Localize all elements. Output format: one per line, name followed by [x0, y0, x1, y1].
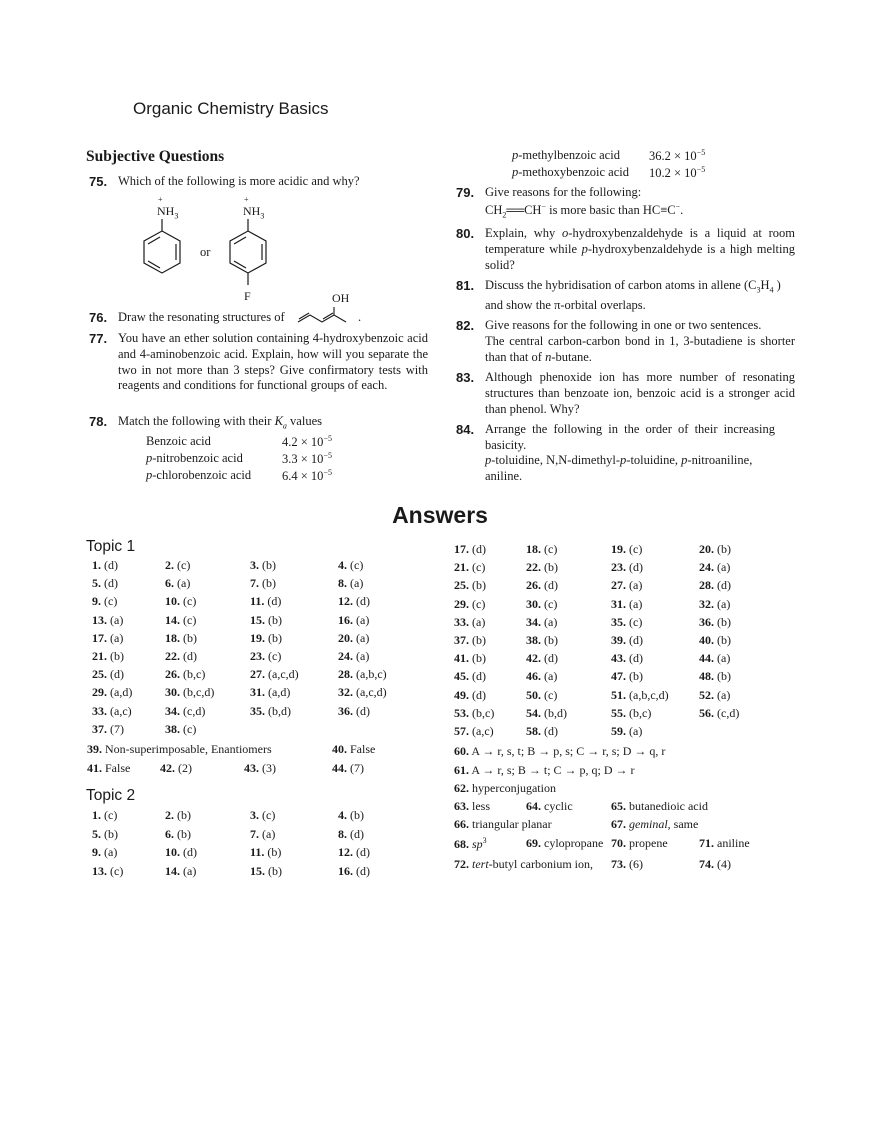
answer-item: 36. (d): [338, 703, 370, 718]
question-text: Explain, why o-hydroxybenzaldehyde is a liquid at room temperature while p-hydroxybenzaldehyde is a high melting solid?: [485, 226, 795, 272]
answer-item: 44. (7): [332, 761, 364, 775]
oh-label: OH: [332, 291, 350, 305]
answer-item: 27. (a): [611, 578, 643, 593]
answer-item: 13. (a): [92, 612, 124, 627]
answer-item: 9. (c): [92, 594, 118, 609]
ka-row: p-methylbenzoic acid: [512, 148, 620, 162]
question-number: 75.: [89, 174, 108, 189]
nh3-label-right: $NH_3$: [243, 204, 265, 221]
question-text: Give reasons for the following:: [485, 185, 642, 199]
answer-item: 2. (c): [165, 558, 191, 572]
answer-item: 43. (d): [611, 651, 643, 666]
question-number: 78.: [89, 414, 108, 429]
answer-item: 30. (c): [526, 596, 558, 611]
answer-item: 58. (d): [526, 724, 558, 738]
answer-item: 48. (b): [699, 669, 731, 684]
answer-item: 37. (7): [92, 721, 124, 736]
answer-item: 2. (b): [165, 808, 191, 822]
answer-item: 23. (d): [611, 560, 643, 575]
answer-item: 4. (c): [338, 558, 364, 572]
answer-item: 25. (d): [92, 667, 124, 682]
answer-item: 46. (a): [526, 669, 558, 684]
answer-item: 21. (c): [454, 560, 486, 575]
benzene-ring-right: [230, 219, 266, 285]
page-header: Organic Chemistry Basics: [133, 99, 329, 118]
answer-item: 3. (b): [250, 558, 276, 572]
question-text: and show the π-orbital overlaps.: [485, 298, 646, 312]
ka-row: p-nitrobenzoic acid: [146, 451, 243, 465]
answer-item: 28. (d): [699, 578, 731, 593]
answer-item: 66. triangular planar: [454, 817, 552, 831]
answer-item: 39. (d): [611, 633, 643, 647]
answer-item: 69. cylopropane: [526, 836, 604, 850]
ka-value: $36.2 \times 10^{-5}$: [649, 148, 706, 164]
answer-item: 41. (b): [454, 651, 486, 666]
answer-item: 64. cyclic: [526, 799, 573, 813]
question-number: 80.: [456, 226, 475, 241]
nh3-label-left: $NH_3$: [157, 204, 179, 221]
answer-item: 59. (a): [611, 724, 643, 738]
answer-item: 9. (a): [92, 845, 118, 860]
answer-item: 40. (b): [699, 633, 731, 647]
answer-item: 42. (2): [160, 761, 192, 775]
answer-item: 6. (b): [165, 826, 191, 841]
question-text: You have an ether solution containing 4-hydroxybenzoic acid and 4-aminobenzoic acid. Explain, how will you separate the two in not more than 3 steps? Give confirmatory tests with reagents and conditions for functional groups of each.: [118, 331, 428, 393]
answer-item: 41. False: [87, 761, 131, 775]
answer-item: 74. (4): [699, 857, 731, 871]
answer-item: 38. (c): [165, 721, 197, 736]
answer-item: 60. A → r, s, t; B → p, s; C → r, s; D → q, r: [454, 744, 666, 758]
question-text: Although phenoxide ion has more number of resonating structures than benzoate ion, benzoic acid is a stronger acid than phenol. Why?: [485, 370, 795, 416]
answer-item: 20. (a): [338, 630, 370, 645]
answer-item: 34. (a): [526, 614, 558, 629]
ka-row: Benzoic acid: [146, 434, 211, 448]
answer-item: 24. (a): [338, 649, 370, 663]
answer-item: 68. $sp^3$: [454, 836, 487, 851]
question-number: 77.: [89, 331, 108, 346]
answer-item: 32. (a): [699, 596, 731, 611]
answer-item: 31. (a,d): [250, 685, 291, 700]
ka-row: p-chlorobenzoic acid: [146, 468, 252, 482]
answer-item: 6. (a): [165, 576, 191, 591]
answer-item: 15. (b): [250, 612, 282, 627]
answer-item: 19. (c): [611, 542, 643, 556]
answer-item: 5. (d): [92, 576, 118, 591]
answer-item: 8. (d): [338, 826, 364, 841]
answer-item: 32. (a,c,d): [338, 685, 387, 700]
question-text: Arrange the following in the order of their increasing basicity.: [485, 422, 775, 452]
answer-item: 61. A → r, s; B → t; C → p, q; D → r: [454, 763, 635, 777]
answer-item: 10. (c): [165, 594, 197, 609]
answer-item: 25. (b): [454, 578, 486, 593]
ka-value: $3.3 \times 10^{-5}$: [282, 451, 332, 467]
answer-item: 49. (d): [454, 687, 486, 702]
answer-item: 33. (a,c): [92, 703, 132, 718]
answer-item: 20. (b): [699, 542, 731, 556]
ka-value: $4.2 \times 10^{-5}$: [282, 434, 332, 450]
plus-charge: +: [158, 195, 163, 204]
topic-2-label: Topic 2: [86, 787, 136, 804]
answer-item: 38. (b): [526, 633, 558, 647]
answer-item: 43. (3): [244, 761, 276, 775]
answer-item: 21. (b): [92, 649, 124, 663]
answer-item: 16. (a): [338, 612, 370, 627]
answer-item: 73. (6): [611, 857, 643, 871]
answer-item: 57. (a,c): [454, 724, 494, 738]
period: .: [358, 310, 362, 324]
answer-item: 1. (d): [92, 558, 118, 572]
answer-item: 26. (b,c): [165, 667, 206, 682]
answer-item: 4. (b): [338, 808, 364, 822]
answer-item: 72. tert-butyl carbonium ion,: [454, 857, 593, 871]
question-text: Give reasons for the following in one or two sentences.: [485, 318, 762, 332]
answer-item: 65. butanedioic acid: [611, 799, 708, 813]
answer-item: 53. (b,c): [454, 705, 495, 720]
question-text: The central carbon-carbon bond in 1, 3-butadiene is shorter than that of n-butane.: [485, 334, 795, 364]
question-text: Discuss the hybridisation of carbon atoms in allene ($C_3H_4$ ): [485, 278, 781, 295]
answer-item: 36. (b): [699, 614, 731, 629]
answer-item: 19. (b): [250, 630, 282, 645]
answer-item: 11. (b): [250, 845, 282, 860]
answer-item: 30. (b,c,d): [165, 685, 215, 700]
answer-item: 26. (d): [526, 578, 558, 593]
ka-row: p-methoxybenzoic acid: [512, 165, 629, 179]
answer-item: 31. (a): [611, 596, 643, 611]
answer-item: 3. (c): [250, 808, 276, 822]
answer-item: 63. less: [454, 799, 490, 813]
answer-item: 47. (b): [611, 669, 643, 684]
answer-item: 28. (a,b,c): [338, 667, 387, 682]
answer-item: 24. (a): [699, 560, 731, 575]
answer-item: 12. (d): [338, 594, 370, 609]
question-number: 83.: [456, 370, 475, 385]
answer-item: 50. (c): [526, 687, 558, 702]
answer-item: 22. (b): [526, 560, 558, 575]
answer-item: 29. (c): [454, 596, 486, 611]
answer-item: 35. (c): [611, 614, 643, 629]
answer-item: 13. (c): [92, 864, 124, 879]
answer-item: 7. (a): [250, 826, 276, 841]
answer-item: 42. (d): [526, 651, 558, 666]
answer-item: 23. (c): [250, 649, 282, 663]
ka-value: $6.4 \times 10^{-5}$: [282, 468, 332, 484]
question-text: Match the following with their $K_a$ values: [118, 414, 322, 431]
question-text: p-toluidine, N,N-dimethyl-p-toluidine, p-nitroaniline,: [485, 453, 753, 467]
answer-item: 12. (d): [338, 845, 370, 860]
answer-item: 29. (a,d): [92, 685, 133, 700]
answer-item: 16. (d): [338, 864, 370, 879]
fluorine-label: F: [244, 289, 251, 303]
answer-item: 17. (d): [454, 542, 486, 556]
answer-item: 15. (b): [250, 864, 282, 879]
answer-item: 44. (a): [699, 651, 731, 666]
answer-item: 14. (c): [165, 612, 197, 627]
answer-item: 10. (d): [165, 845, 197, 860]
answer-item: 62. hyperconjugation: [454, 781, 556, 795]
answer-item: 35. (b,d): [250, 703, 291, 718]
answer-item: 17. (a): [92, 630, 124, 645]
or-label: or: [200, 245, 211, 259]
ka-value: $10.2 \times 10^{-5}$: [649, 165, 706, 181]
benzene-ring-left: [144, 219, 180, 273]
answer-item: 54. (b,d): [526, 705, 567, 720]
question-text: Draw the resonating structures of: [118, 310, 285, 324]
answer-item: 51. (a,b,c,d): [611, 687, 669, 702]
answer-item: 1. (c): [92, 808, 118, 822]
answer-item: 45. (d): [454, 669, 486, 684]
answer-item: 14. (a): [165, 864, 197, 879]
answers-title: Answers: [392, 502, 488, 528]
answer-item: 11. (d): [250, 594, 282, 609]
question-number: 84.: [456, 422, 475, 437]
plus-charge: +: [244, 195, 249, 204]
answer-item: 40. False: [332, 742, 376, 756]
answer-item: 5. (b): [92, 826, 118, 841]
answer-item: 7. (b): [250, 576, 276, 591]
question-text: $CH_2══CH^-$ is more basic than HC≡C−.: [485, 202, 684, 220]
question-text: aniline.: [485, 469, 523, 483]
question-number: 79.: [456, 185, 475, 200]
answer-item: 52. (a): [699, 687, 731, 702]
question-text: Which of the following is more acidic and why?: [118, 174, 360, 188]
question-number: 76.: [89, 310, 108, 325]
answer-item: 39. Non-superimposable, Enantiomers: [87, 742, 272, 756]
topic-1-label: Topic 1: [86, 538, 136, 555]
answer-item: 8. (a): [338, 576, 364, 591]
answer-item: 27. (a,c,d): [250, 667, 299, 682]
answer-item: 71. aniline: [699, 836, 750, 850]
question-number: 81.: [456, 278, 475, 293]
answer-item: 18. (c): [526, 542, 558, 556]
answer-item: 70. propene: [611, 836, 668, 850]
answer-item: 22. (d): [165, 649, 197, 663]
answer-item: 34. (c,d): [165, 703, 206, 718]
question-number: 82.: [456, 318, 475, 333]
answer-item: 55. (b,c): [611, 705, 652, 720]
answer-item: 18. (b): [165, 630, 197, 645]
answer-item: 33. (a): [454, 614, 486, 629]
answer-item: 56. (c,d): [699, 705, 740, 720]
answer-item: 37. (b): [454, 633, 486, 647]
answer-item: 67. geminal, same: [611, 817, 699, 831]
section-title: Subjective Questions: [86, 148, 225, 165]
